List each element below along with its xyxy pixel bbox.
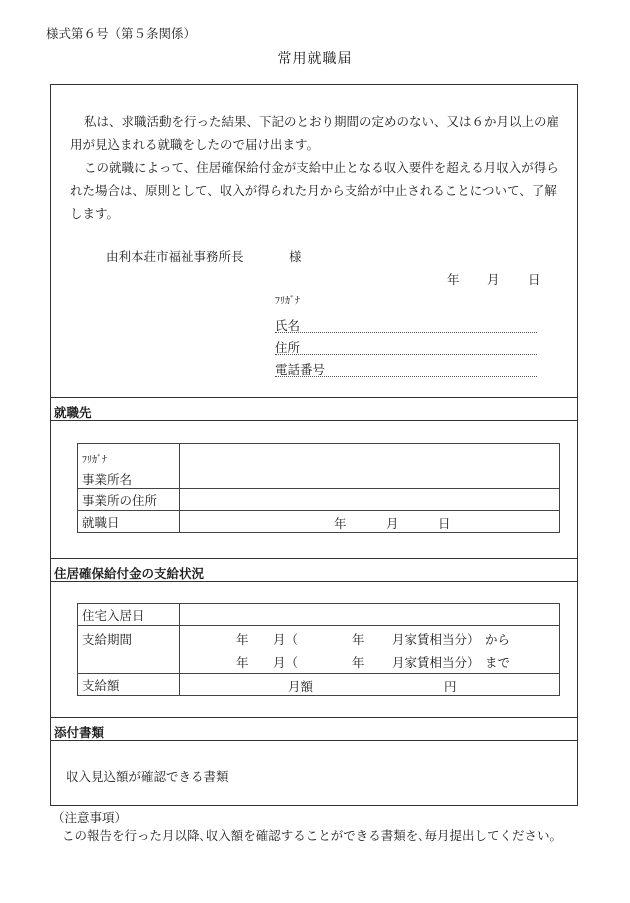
applicant-phone-label: 電話番号 [275,362,326,377]
table-row [78,511,560,533]
applicant-phone-field[interactable] [275,358,537,377]
office-name-label: 事業所名 [82,472,133,487]
period-end-rent: 月家賃相当分） [392,655,480,670]
period-end-year: 年 [236,655,249,670]
applicant-furigana-label: ﾌﾘｶﾞﾅ [275,296,300,307]
date-year-label: 年 [447,272,460,287]
office-name-cell [78,444,180,489]
start-date-label: 就職日 [78,511,180,533]
payment-period-label: 支給期間 [78,626,180,674]
addressee-office: 由利本荘市福祉事務所長 [106,249,244,264]
declaration-paragraph-1: 私は、求職活動を行った結果、下記のとおり期間の定めのない、又は６か月以上の雇用が見込まれる就職をしたので届け出ます。 [70,114,560,152]
period-until-label: まで [485,655,511,670]
employment-heading: 就職先 [54,405,92,420]
start-date-input[interactable] [180,511,560,533]
applicant-address-field[interactable] [275,336,537,355]
section-divider [50,740,578,741]
period-start-month: 月（ [273,632,299,647]
move-in-date-label: 住宅入居日 [78,604,180,626]
section-divider [50,558,578,559]
benefit-heading: 住居確保給付金の支給状況 [54,566,205,581]
declaration-paragraph-2: この就職によって、住居確保給付金が支給中止となる収入要件を超える月収入が得られた場合は、原則として、収入が得られた月から支給が中止されることについて、了解します。 [70,160,559,221]
date-day-label: 日 [528,272,541,287]
period-start-year: 年 [236,632,249,647]
start-year-label: 年 [334,516,347,531]
period-end-rent-year: 年 [352,655,365,670]
period-start-rent-year: 年 [352,632,365,647]
payment-amount-label: 支給額 [78,674,180,696]
table-row [78,444,560,489]
notes-title: （注意事項） [52,810,128,825]
period-end-month: 月（ [273,655,299,670]
office-name-input[interactable] [180,444,560,489]
office-address-label: 事業所の住所 [78,489,180,511]
attachments-heading: 添付書類 [54,725,105,740]
attachment-item: 収入見込額が確認できる書類 [66,769,229,784]
yen-label: 円 [444,679,457,694]
period-start-rent: 月家賃相当分） [392,632,480,647]
period-from-label: から [485,632,511,647]
addressee-honorific: 様 [289,249,302,264]
table-row [78,489,560,511]
employment-table [77,443,560,533]
document-title: 常用就職届 [277,51,353,67]
office-furigana-label: ﾌﾘｶﾞﾅ [82,455,107,466]
applicant-address-label: 住所 [275,340,301,355]
move-in-date-input[interactable] [180,604,560,626]
monthly-amount-label: 月額 [288,679,314,694]
applicant-name-label: 氏名 [275,318,301,333]
table-row [78,604,560,626]
table-row [78,674,560,696]
date-month-label: 月 [487,272,500,287]
payment-period-input[interactable] [180,626,560,674]
start-month-label: 月 [386,516,399,531]
section-divider [50,397,578,398]
payment-amount-input[interactable] [180,674,560,696]
benefit-table [77,603,560,696]
table-row [78,626,560,674]
section-divider [50,420,578,421]
form-number: 様式第６号（第５条関係） [46,26,197,41]
start-day-label: 日 [438,516,451,531]
office-address-input[interactable] [180,489,560,511]
section-divider [50,717,578,718]
notes-body: この報告を行った月以降､収入額を確認することができる書類を､毎月提出してください。 [62,828,563,843]
applicant-name-field[interactable] [275,314,537,333]
section-divider [50,581,578,582]
